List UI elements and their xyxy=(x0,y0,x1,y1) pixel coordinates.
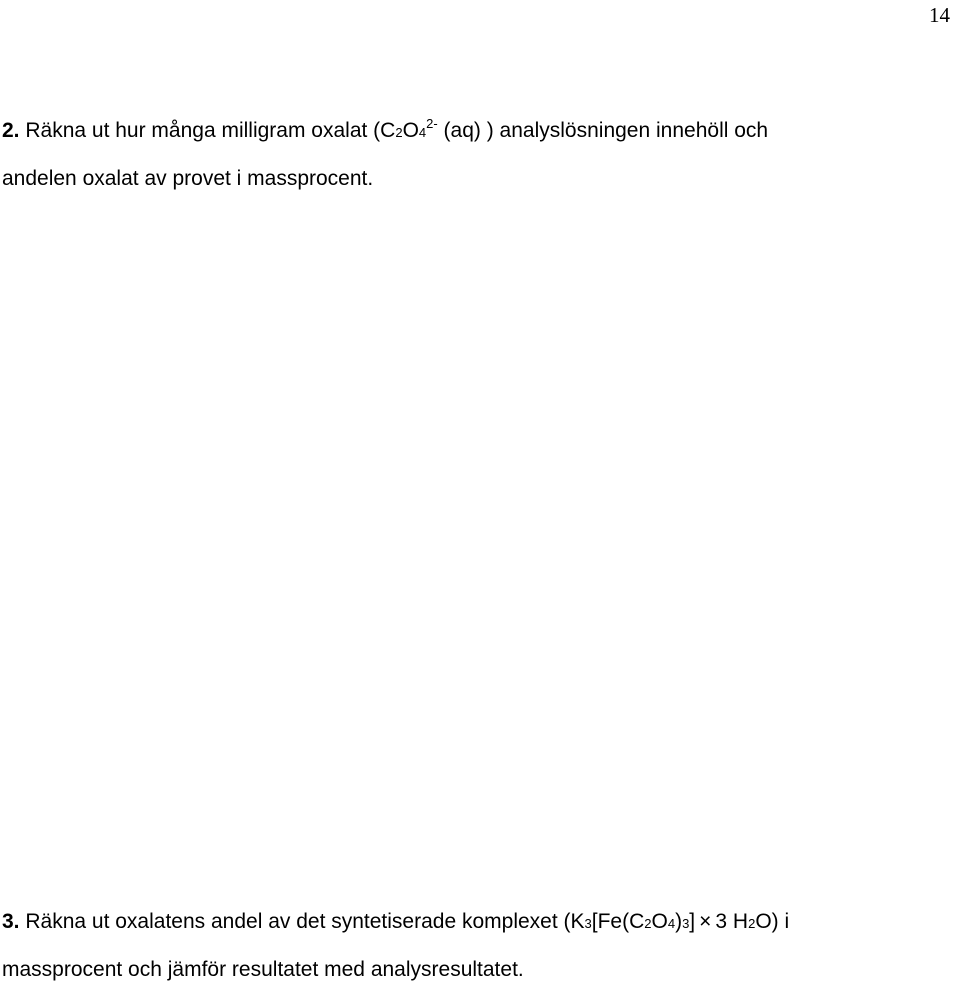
subscript-o: 4 xyxy=(667,916,676,931)
subscript-c: 2 xyxy=(644,916,652,931)
question-2-number: 2. xyxy=(2,119,20,142)
subscript-c: 2 xyxy=(395,125,403,140)
oxygen-letter: O xyxy=(651,910,668,933)
ion-charge: 2- xyxy=(426,116,438,131)
question-2-line-1 xyxy=(2,116,769,145)
question-2-line-2: andelen oxalat av provet i massprocent. xyxy=(2,167,374,190)
water-end: O) i xyxy=(755,910,790,933)
iron-part: [Fe(C xyxy=(591,910,645,933)
question-2-text-end: (aq) ) analyslösningen innehöll och xyxy=(437,119,769,142)
subscript-k: 3 xyxy=(584,916,592,931)
subscript-o: 4 xyxy=(418,125,427,140)
times-sign: × xyxy=(699,910,712,933)
water-coefficient: 3 H xyxy=(715,910,749,933)
question-3-text-start: Räkna ut oxalatens andel av det syntetiserade komplexet (K xyxy=(25,910,585,933)
close-paren: ) xyxy=(675,910,683,933)
close-bracket: ] xyxy=(689,910,696,933)
question-3-number: 3. xyxy=(2,910,20,933)
question-2-text-start: Räkna ut hur många milligram oxalat (C xyxy=(25,119,396,142)
subscript-n: 3 xyxy=(682,916,690,931)
oxygen-letter: O xyxy=(402,119,419,142)
page-number: 14 xyxy=(929,3,950,27)
subscript-h: 2 xyxy=(748,916,756,931)
question-3-line-2: massprocent och jämför resultatet med analysresultatet. xyxy=(2,958,524,981)
question-3-line-1 xyxy=(2,910,789,936)
